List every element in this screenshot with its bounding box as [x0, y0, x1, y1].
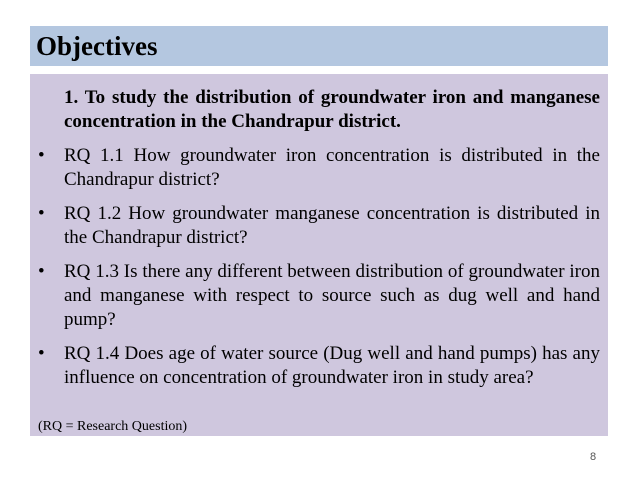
question-text: RQ 1.1 How groundwater iron concentration is distributed in the Chandrapur district? [64, 145, 600, 190]
footnote: (RQ = Research Question) [38, 419, 188, 434]
question-text: RQ 1.3 Is there any different between distribution of groundwater iron and manganese with respect to source such as dug well and hand pump? [64, 261, 600, 330]
title-bar [30, 26, 608, 66]
bullet-icon: • [38, 145, 45, 166]
question-text: RQ 1.2 How groundwater manganese concentration is distributed in the Chandrapur district? [64, 203, 600, 248]
bullet-icon: • [38, 261, 45, 282]
bullet-icon: • [38, 343, 45, 364]
content-box [30, 74, 608, 436]
slide-title: Objectives [36, 31, 158, 61]
page-number: 8 [590, 451, 597, 463]
question-text: RQ 1.4 Does age of water source (Dug well and hand pumps) has any influence on concentration of groundwater iron in study area? [64, 343, 600, 388]
bullet-icon: • [38, 203, 45, 224]
objective-text: 1. To study the distribution of groundwater iron and manganese concentration in the Chandrapur district. [64, 87, 600, 132]
